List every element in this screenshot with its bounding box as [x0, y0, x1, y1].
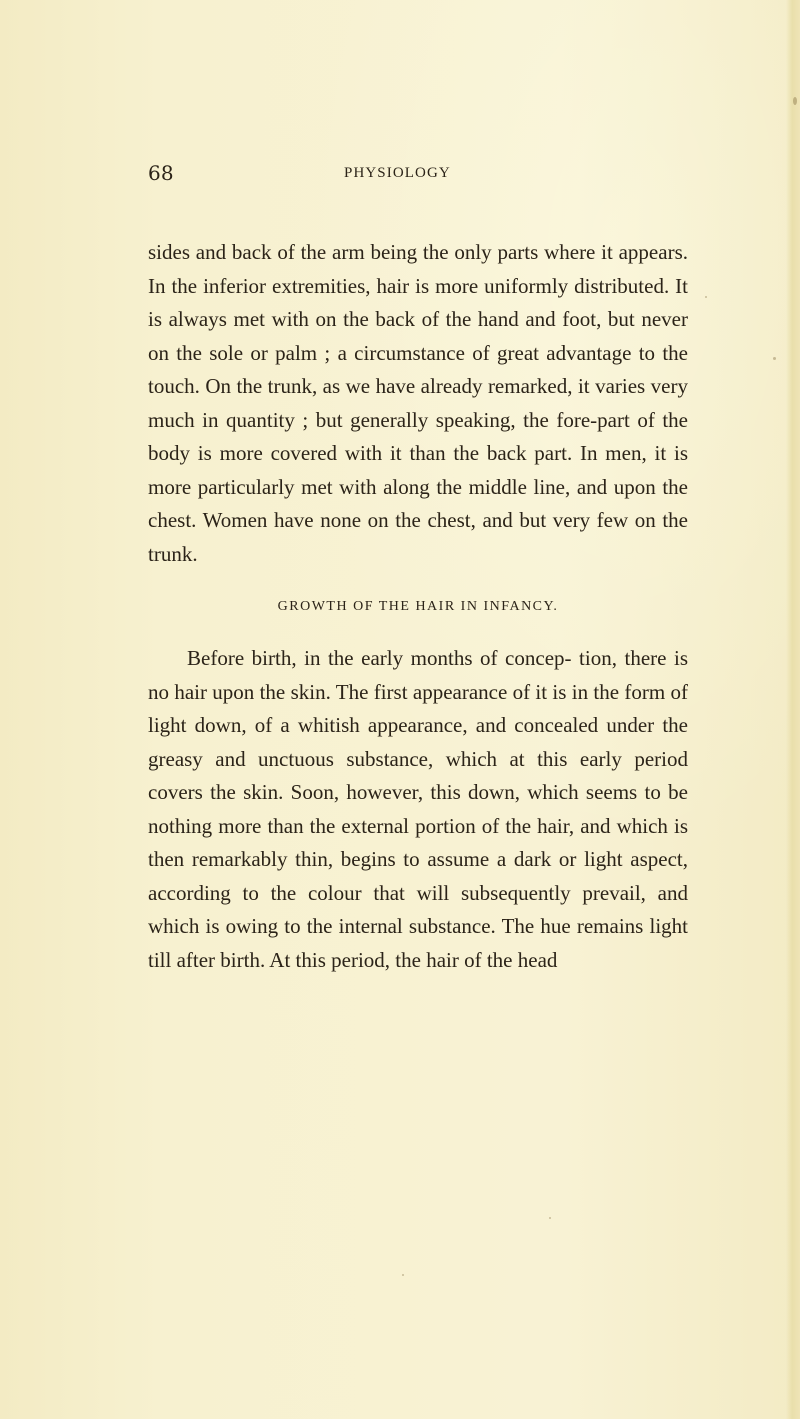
paragraph: Before birth, in the early months of concep- tion, there is no hair upon the skin. The first appearance of it is in the form of light down, of a whitish appearance, and concealed under the greasy and unctuous substance, which at this early period covers the skin. Soon, however, this down, which seems to be nothing more than the external portion of the hair, and which is then remarkably thin, begins to assume a dark or light aspect, according to the colour that will subsequently prevail, and which is owing to the internal substance. The hue remains light till after birth. At this period, the hair of the head: [148, 646, 688, 972]
paragraph: sides and back of the arm being the only parts where it appears. In the inferior extremities, hair is more uniformly distributed. It is always met with on the back of the hand and foot, but never on the sole or palm ; a circumstance of great advantage to the touch. On the trunk, as we have already remarked, it varies very much in quantity ; but generally speaking, the fore-part of the body is more covered with it than the back part. In men, it is more particularly met with along the middle line, and upon the chest. Women have none on the chest, and but very few on the trunk.: [148, 240, 688, 566]
page-edge-shadow: [786, 0, 800, 1419]
paper-speck: [773, 357, 776, 360]
section-heading: GROWTH OF THE HAIR IN INFANCY.: [277, 599, 559, 614]
paper-speck: [705, 296, 707, 298]
paper-speck: [793, 97, 797, 105]
paper-speck: [402, 1274, 404, 1276]
running-head: PHYSIOLOGY: [344, 165, 451, 181]
paper-speck: [549, 1217, 551, 1219]
page-number: 68: [148, 161, 174, 185]
body-text: [148, 236, 688, 977]
